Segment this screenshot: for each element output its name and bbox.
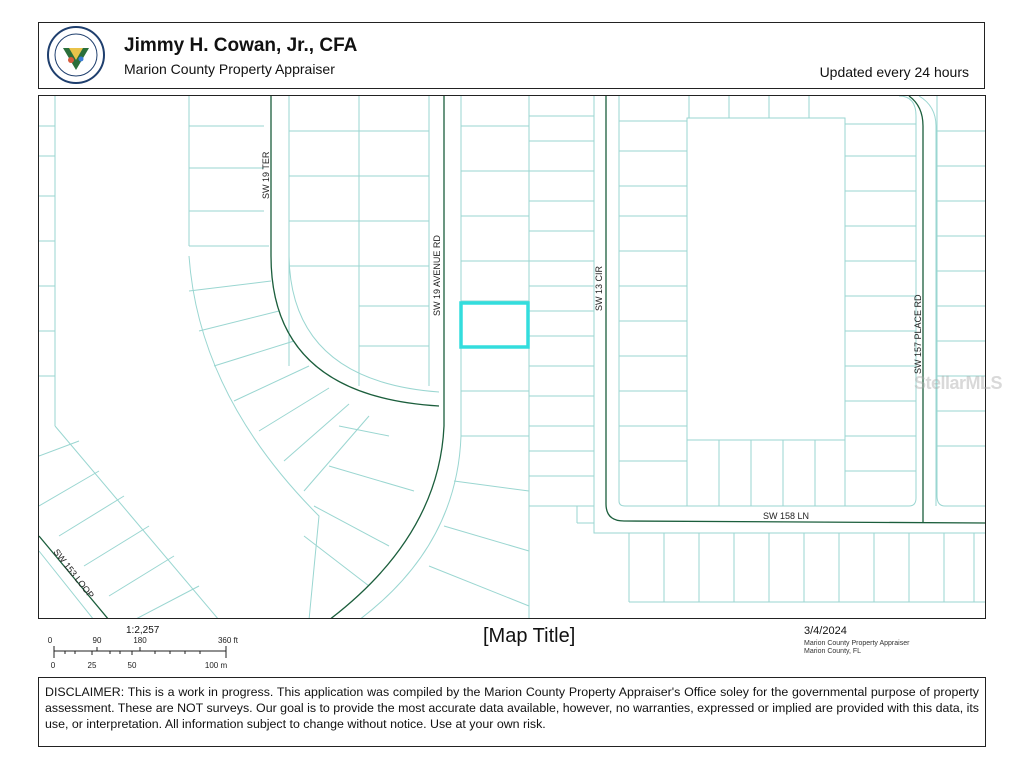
appraiser-name: Jimmy H. Cowan, Jr., CFA — [124, 35, 358, 56]
scale-ft-3: 360 ft — [217, 636, 239, 645]
header — [38, 22, 985, 89]
map-title: [Map Title] — [483, 625, 576, 647]
stellarmls-watermark: StellarMLS — [914, 373, 1003, 393]
map-date: 3/4/2024 — [804, 625, 847, 637]
scale-ft-1: 90 — [92, 636, 102, 645]
scale-m-1: 25 — [87, 661, 97, 670]
scale-ft-2: 180 — [133, 636, 147, 645]
map-credit — [804, 640, 909, 656]
scale-ft-0: 0 — [47, 636, 53, 645]
office-name: Marion County Property Appraiser — [124, 61, 335, 77]
street-label-sw19ave: SW 19 AVENUE RD — [432, 235, 442, 316]
property-appraiser-seal-icon — [47, 26, 105, 84]
scale-m-2: 50 — [127, 661, 137, 670]
street-label-sw153: SW 153 LOOP — [51, 547, 96, 601]
highlighted-parcel[interactable] — [461, 303, 528, 347]
scale-m-3: 100 m — [204, 661, 228, 670]
street-label-sw158: SW 158 LN — [763, 511, 810, 521]
credit-line-2: Marion County, FL — [804, 648, 862, 655]
scale-ratio: 1:2,257 — [126, 625, 160, 636]
road-lines — [39, 96, 986, 619]
update-frequency: Updated every 24 hours — [819, 64, 969, 80]
street-label-sw13cir: SW 13 CIR — [594, 265, 604, 311]
disclaimer: DISCLAIMER: This is a work in progress. This application was compiled by the Marion County Property Appraiser's Office soley for the governmental purpose of property assessment. These are NOT surveys. Our goal is to provide the most accurate data available, however, no warranties, expressed or implied are provided with this data, its use, or interpretation. All information subject to change without notice. Use at your own risk. — [38, 677, 986, 747]
parcel-lines — [39, 96, 986, 619]
scale-bar — [40, 624, 280, 672]
map-canvas[interactable] — [39, 96, 986, 619]
credit-line-1: Marion County Property Appraiser — [804, 640, 910, 647]
street-label-sw19ter: SW 19 TER — [261, 151, 271, 199]
street-label-sw157: SW 157 PLACE RD — [913, 294, 923, 374]
parcel-map[interactable] — [38, 95, 986, 619]
scale-m-0: 0 — [50, 661, 56, 670]
